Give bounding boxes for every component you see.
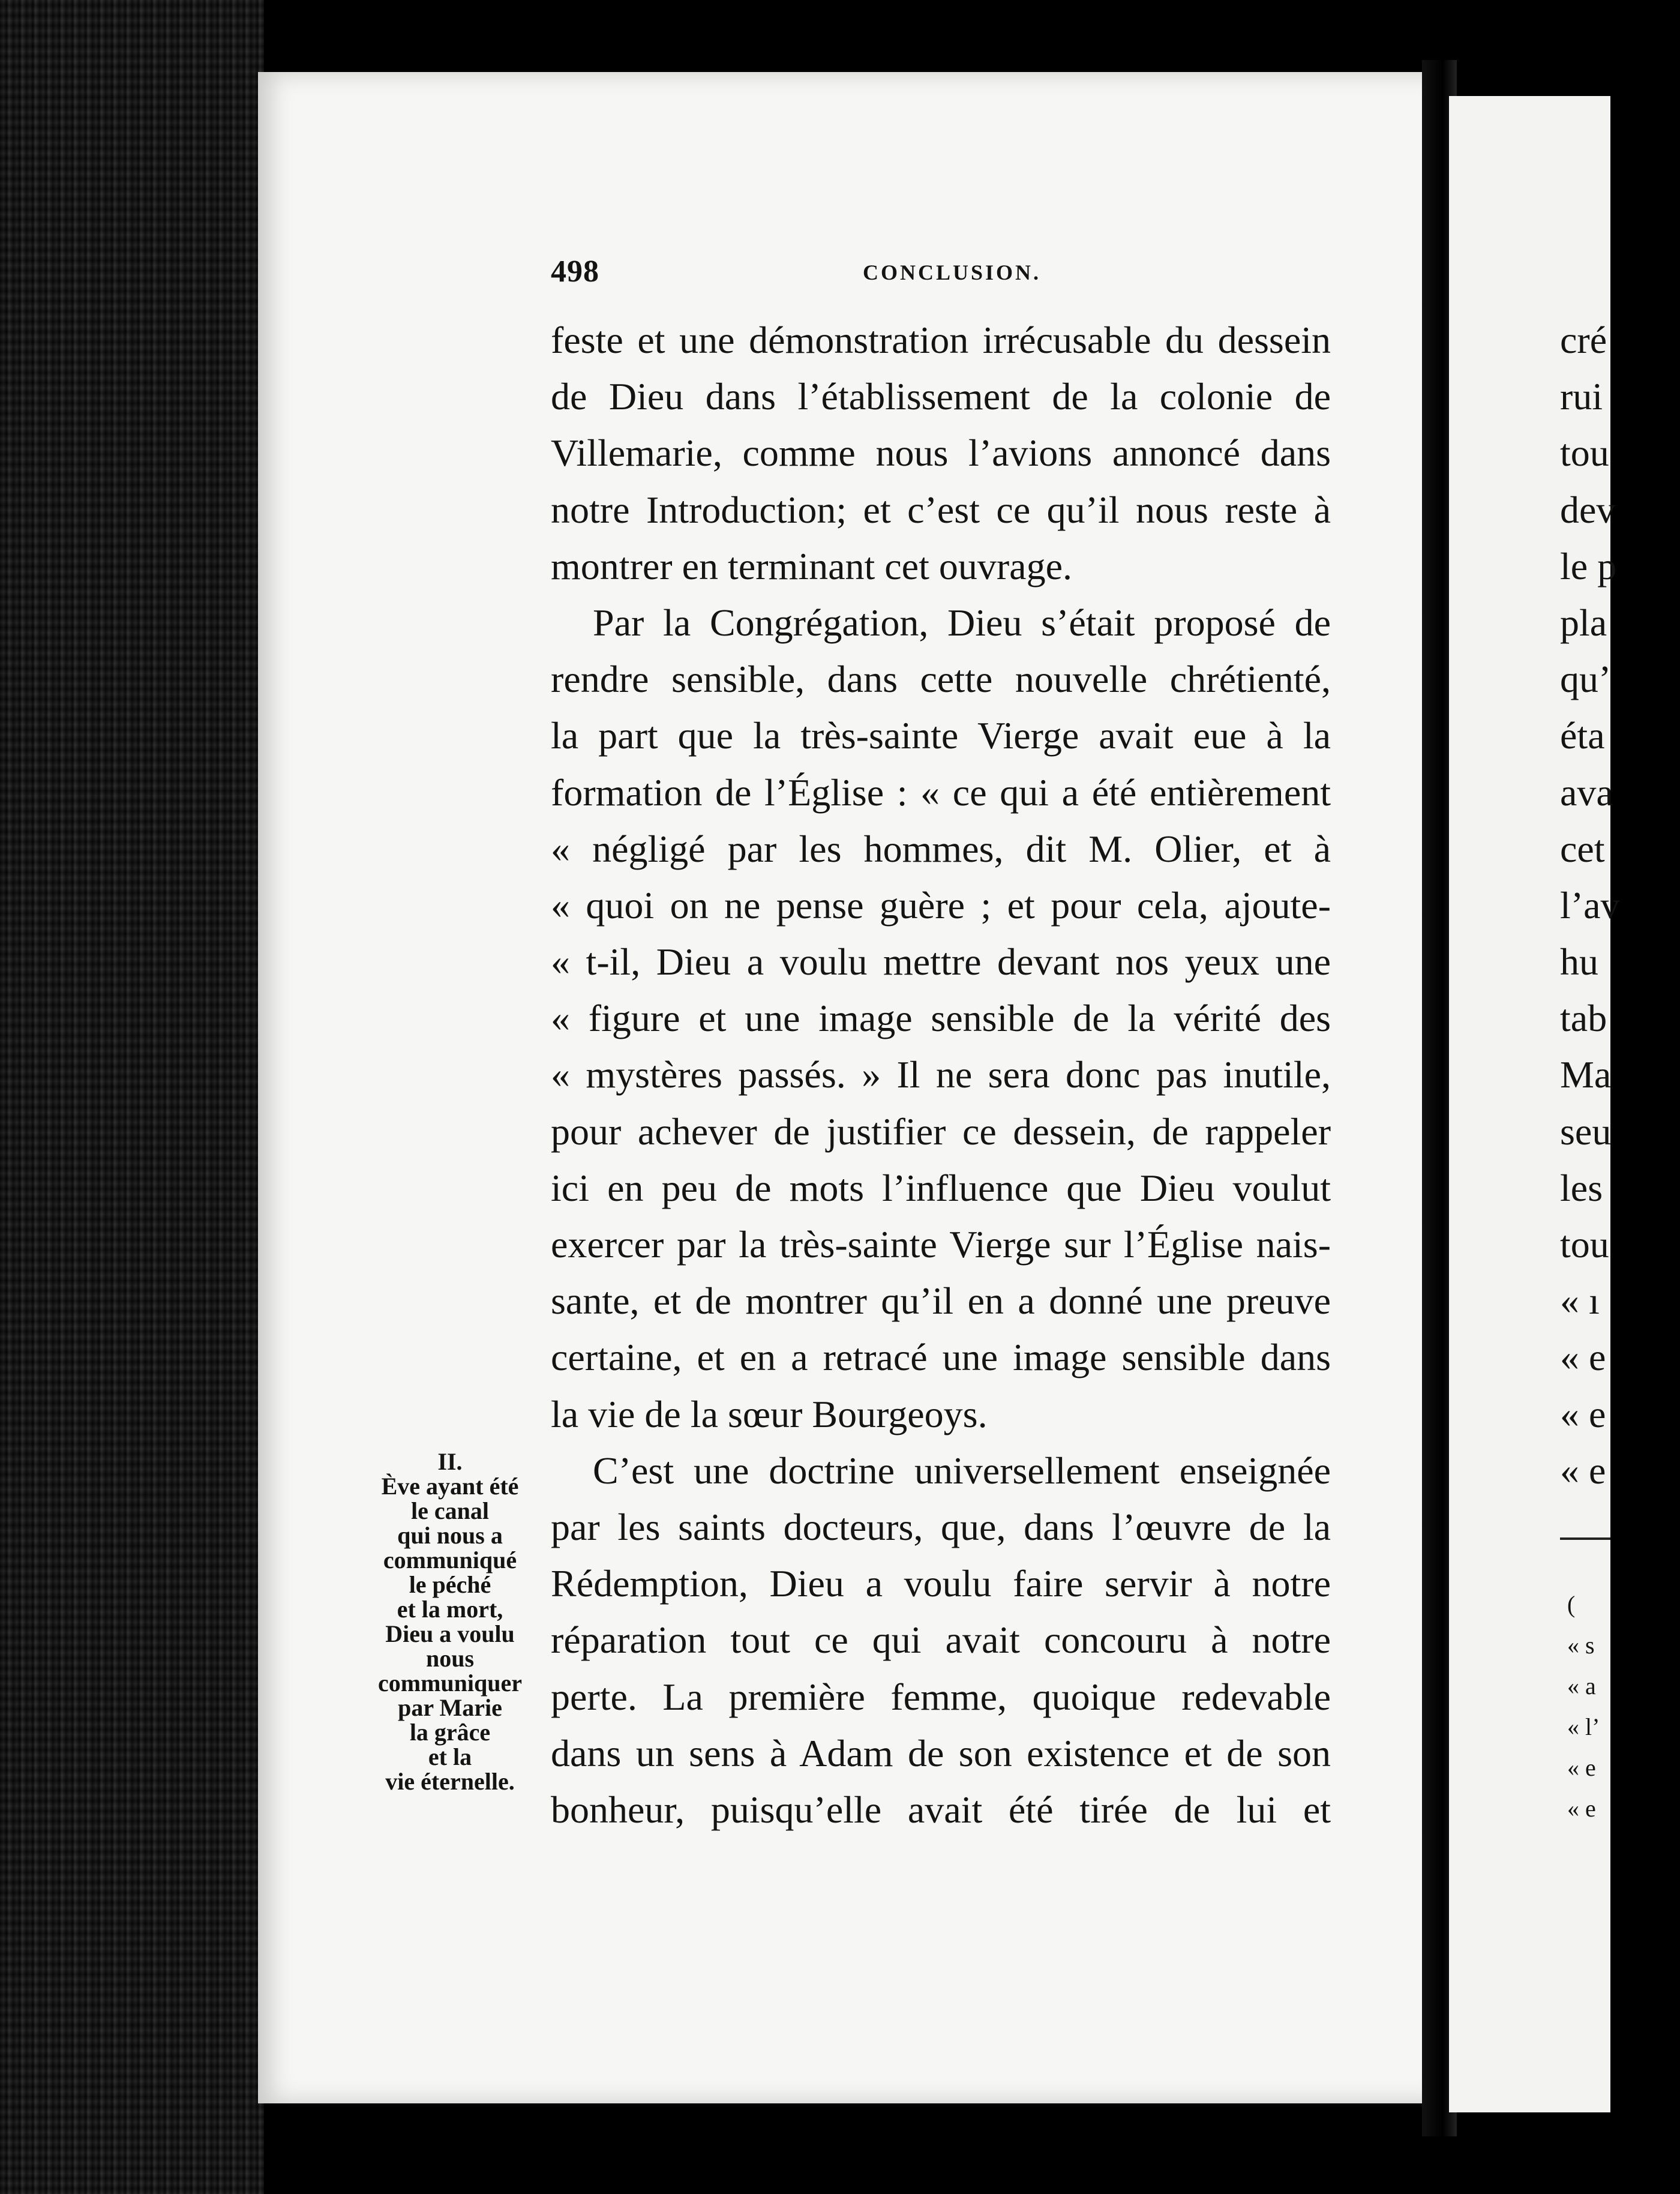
facing-footnote-line: « e xyxy=(1567,1754,1596,1781)
facing-line: qu’ xyxy=(1560,658,1612,701)
text-line: par les saints docteurs, que, dans l’œuvre de la xyxy=(551,1505,1331,1548)
margin-note-line: et la xyxy=(428,1743,472,1770)
running-head: CONCLUSION. xyxy=(863,260,1042,284)
margin-note-line: le canal xyxy=(411,1497,489,1524)
facing-line: pla xyxy=(1560,601,1607,644)
margin-note-line: la grâce xyxy=(409,1719,491,1746)
margin-note-line: vie éternelle. xyxy=(385,1768,515,1795)
text-line: feste et une démonstration irrécusable du dessein xyxy=(551,319,1331,361)
body-text xyxy=(551,312,1331,1838)
margin-note-line: Dieu a voulu xyxy=(385,1620,515,1647)
page-header xyxy=(551,249,1331,297)
margin-note-line: qui nous a xyxy=(397,1522,503,1549)
text-line: la part que la très-sainte Vierge avait eue à la xyxy=(551,714,1331,757)
facing-footnote-line: ( xyxy=(1567,1591,1576,1618)
facing-page-text xyxy=(1560,312,1680,1499)
facing-line: l’av xyxy=(1560,883,1620,927)
facing-line: éta xyxy=(1560,714,1605,757)
facing-line: dev xyxy=(1560,488,1616,531)
text-line: la vie de la sœur Bourgeoys. xyxy=(551,1392,988,1435)
text-line: montrer en terminant cet ouvrage. xyxy=(551,544,1072,588)
text-line: pour achever de justifier ce dessein, de rappeler xyxy=(551,1110,1331,1153)
facing-line: cré xyxy=(1560,319,1607,361)
text-line: rendre sensible, dans cette nouvelle chrétienté, xyxy=(551,658,1331,701)
margin-note-line: communiquer xyxy=(378,1670,522,1697)
text-line: C’est une doctrine universellement enseignée xyxy=(593,1449,1331,1492)
facing-line: tab xyxy=(1560,997,1607,1040)
text-line: Villemarie, comme nous l’avions annoncé dans xyxy=(551,431,1331,475)
facing-line: tou xyxy=(1560,1223,1609,1266)
margin-note-line: nous xyxy=(425,1645,475,1672)
page-number: 498 xyxy=(551,254,599,289)
text-line: « t-il, Dieu a voulu mettre devant nos yeux une xyxy=(551,940,1331,984)
text-line: notre Introduction; et c’est ce qu’il nous reste à xyxy=(551,488,1331,531)
text-line: de Dieu dans l’établissement de la colonie de xyxy=(551,375,1331,418)
text-line: Rédemption, Dieu a voulu faire servir à notre xyxy=(551,1562,1331,1605)
text-line: dans un sens à Adam de son existence et de son xyxy=(551,1731,1331,1775)
facing-line: seu xyxy=(1560,1110,1612,1153)
facing-line: le p xyxy=(1560,544,1617,588)
facing-footnote-line: « a xyxy=(1567,1673,1596,1700)
facing-line: hu xyxy=(1560,940,1598,984)
text-line: « figure et une image sensible de la vérité des xyxy=(551,997,1331,1040)
facing-page-footnotes xyxy=(1567,1584,1600,1829)
margin-note-line: le péché xyxy=(409,1571,491,1598)
margin-note-line: par Marie xyxy=(398,1694,502,1721)
facing-line: ava xyxy=(1560,771,1613,814)
text-line: sante, et de montrer qu’il en a donné une preuve xyxy=(551,1279,1331,1323)
facing-line: « e xyxy=(1560,1449,1606,1492)
margin-note-line: et la mort, xyxy=(397,1596,503,1623)
marginal-note xyxy=(354,1449,546,1794)
text-line: perte. La première femme, quoique redevable xyxy=(551,1675,1331,1718)
facing-line: rui xyxy=(1560,375,1603,418)
text-line: « négligé par les hommes, dit M. Olier, et à xyxy=(551,827,1331,870)
text-line: « mystères passés. » Il ne sera donc pas inutile, xyxy=(551,1053,1331,1096)
text-line: bonheur, puisqu’elle avait été tirée de lui et xyxy=(551,1788,1331,1831)
text-line: formation de l’Église : « ce qui a été entièrement xyxy=(551,771,1331,814)
facing-footnote-line: « s xyxy=(1567,1632,1595,1659)
text-line: certaine, et en a retracé une image sensible dans xyxy=(551,1336,1331,1379)
text-line: « quoi on ne pense guère ; et pour cela, ajoute- xyxy=(551,883,1331,927)
footnote-rule xyxy=(1560,1537,1610,1540)
text-line: ici en peu de mots l’influence que Dieu voulut xyxy=(551,1166,1331,1209)
margin-note-line: II. xyxy=(437,1448,463,1475)
facing-footnote-line: « l’ xyxy=(1567,1713,1600,1740)
facing-footnote-line: « e xyxy=(1567,1795,1596,1822)
facing-line: « ı xyxy=(1560,1279,1600,1323)
facing-line: Ma xyxy=(1560,1053,1612,1096)
book-spine-edge xyxy=(0,0,264,2194)
facing-line: les xyxy=(1560,1166,1603,1209)
margin-note-line: communiqué xyxy=(383,1546,517,1573)
text-line: exercer par la très-sainte Vierge sur l’Église nais- xyxy=(551,1223,1331,1266)
text-line: Par la Congrégation, Dieu s’était proposé de xyxy=(593,601,1331,644)
text-line: réparation tout ce qui avait concouru à notre xyxy=(551,1618,1331,1662)
facing-line: tou xyxy=(1560,431,1609,475)
facing-line: « e xyxy=(1560,1336,1606,1379)
facing-line: « e xyxy=(1560,1392,1606,1435)
margin-note-line: Ève ayant été xyxy=(381,1473,519,1500)
facing-line: cet xyxy=(1560,827,1605,870)
